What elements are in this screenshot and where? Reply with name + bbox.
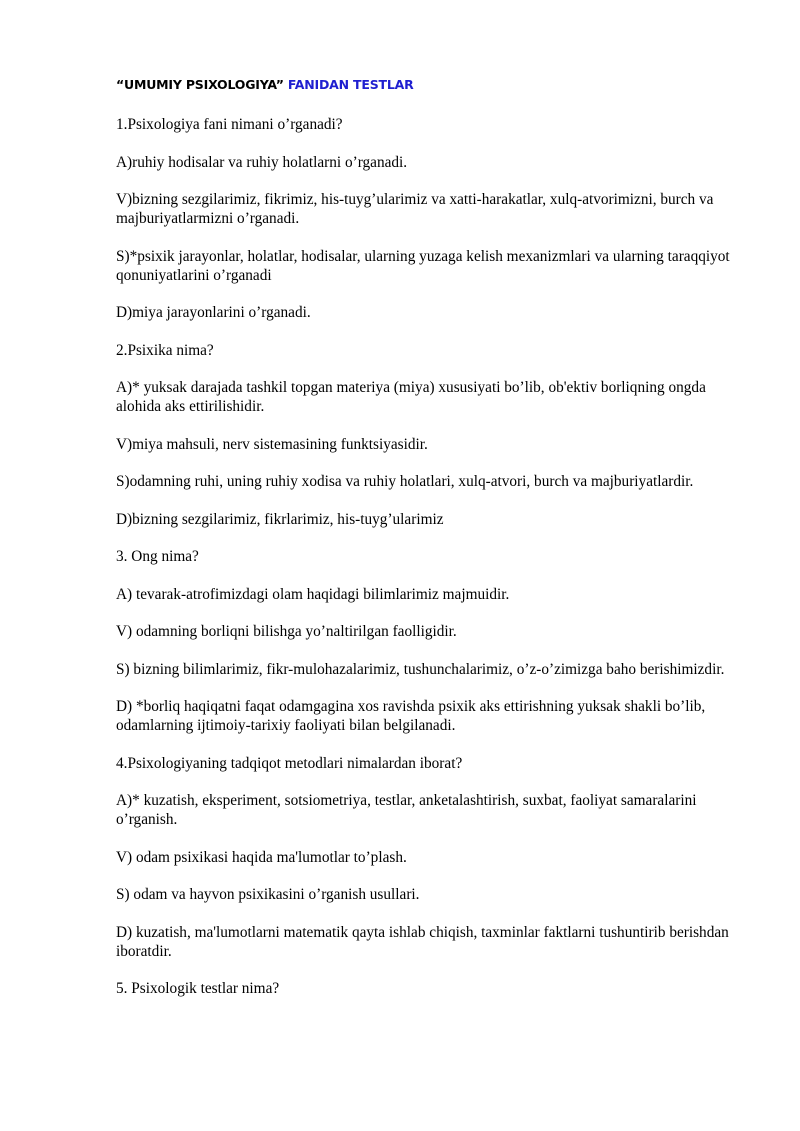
question-2: 2.Psixika nima? bbox=[116, 341, 214, 359]
question-1-option-s: S)*psixik jarayonlar, holatlar, hodisalar, ularning yuzaga kelish mexanizmlari va ularning taraqqiyot qonuniyatlarini o’rganadi bbox=[116, 247, 730, 284]
question-4: 4.Psixologiyaning tadqiqot metodlari nimalardan iborat? bbox=[116, 754, 463, 772]
question-5: 5. Psixologik testlar nima? bbox=[116, 980, 280, 997]
question-2-option-a: A)* yuksak darajada tashkil topgan materiya (miya) xususiyati bo’lib, ob'ektiv borliqning ongda alohida aks ettirilishidir. bbox=[116, 379, 706, 415]
question-3: 3. Ong nima? bbox=[116, 548, 199, 565]
question-3-option-v: V) odamning borliqni bilishga yo’naltirilgan faolligidir. bbox=[116, 623, 457, 640]
question-4-option-a: A)* kuzatish, eksperiment, sotsiometriya, testlar, anketalashtirish, suxbat, faoliyat samaralarini o’rganish. bbox=[116, 792, 697, 828]
heading-subject: “UMUMIY PSIXOLOGIYA” bbox=[116, 77, 284, 92]
question-3-option-s: S) bizning bilimlarimiz, fikr-mulohazalarimiz, tushunchalarimiz, o’z-o’zimizga baho berishimizdir. bbox=[116, 660, 725, 678]
question-3-option-d: D) *borliq haqiqatni faqat odamgagina xos ravishda psixik aks ettirishning yuksak shakli bo’lib, odamlarning ijtimoiy-tarixiy faoliyati bilan belgilanadi. bbox=[116, 698, 706, 734]
question-4-option-s: S) odam va hayvon psixikasini o’rganish usullari. bbox=[116, 886, 420, 903]
question-1-option-d: D)miya jarayonlarini o’rganadi. bbox=[116, 304, 311, 321]
question-1-option-v: V)bizning sezgilarimiz, fikrimiz, his-tuyg’ularimiz va xatti-harakatlar, xulq-atvorimizni, burch va majburiyatlarmizni o’rganadi. bbox=[116, 191, 714, 227]
heading-tests-label: FANIDAN TESTLAR bbox=[287, 77, 414, 92]
question-2-option-v: V)miya mahsuli, nerv sistemasining funktsiyasidir. bbox=[116, 435, 428, 453]
test-content bbox=[116, 115, 748, 1017]
question-2-option-d: D)bizning sezgilarimiz, fikrlarimiz, his-tuyg’ularimiz bbox=[116, 510, 444, 528]
question-2-option-s: S)odamning ruhi, uning ruhiy xodisa va ruhiy holatlari, xulq-atvori, burch va majburiyatlardir. bbox=[116, 473, 694, 490]
question-4-option-v: V) odam psixikasi haqida ma'lumotlar to’plash. bbox=[116, 848, 407, 866]
document-heading bbox=[116, 77, 414, 92]
question-1: 1.Psixologiya fani nimani o’rganadi? bbox=[116, 116, 343, 133]
question-4-option-d: D) kuzatish, ma'lumotlarni matematik qayta ishlab chiqish, taxminlar faktlarni tushuntirib berishdan iboratdir. bbox=[116, 923, 729, 960]
question-1-option-a: A)ruhiy hodisalar va ruhiy holatlarni o’rganadi. bbox=[116, 153, 408, 171]
question-3-option-a: A) tevarak-atrofimizdagi olam haqidagi bilimlarimiz majmuidir. bbox=[116, 585, 510, 603]
